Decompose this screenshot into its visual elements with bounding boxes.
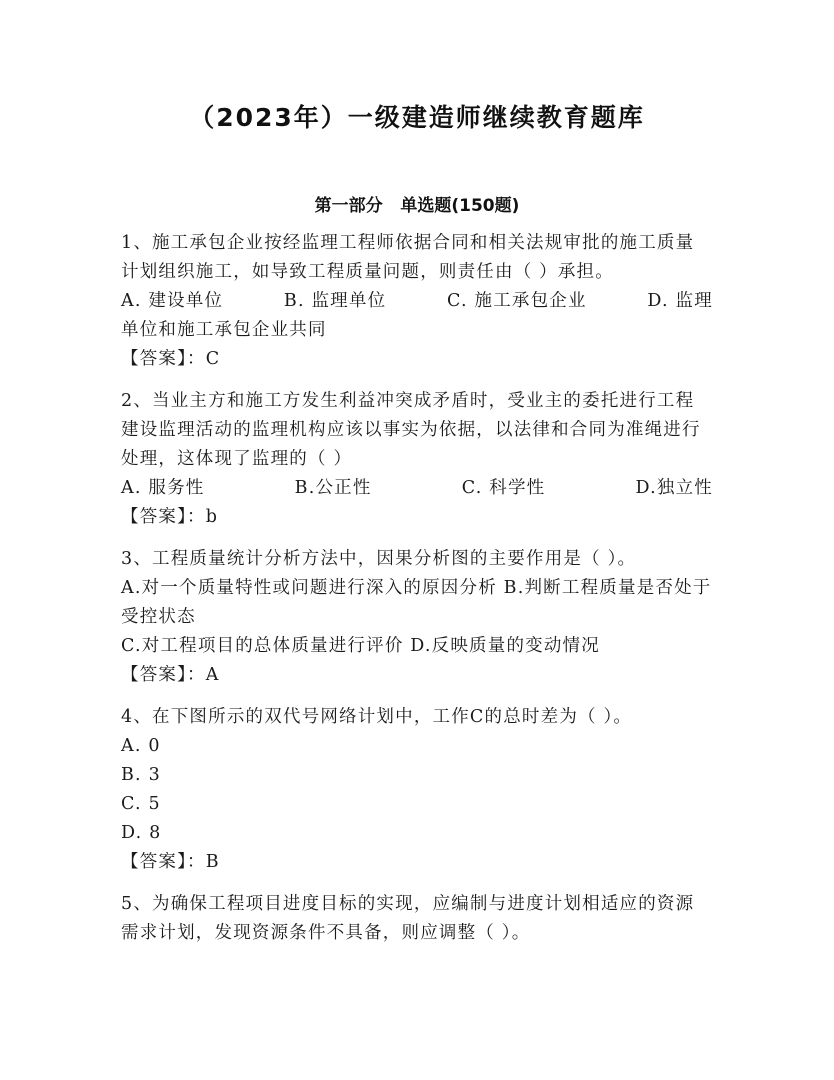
option-d: D. 监理 [647, 291, 713, 311]
answer-label: 【答案】： [121, 852, 206, 872]
option-d: D.独立性 [635, 478, 713, 498]
question-stem: 4、在下图所示的双代号网络计划中，工作C的总时差为（ ）。 [121, 707, 633, 727]
answer-line [121, 503, 713, 532]
document-title: （2023年）一级建造师继续教育题库 [189, 103, 645, 132]
option-c: C. 科学性 [461, 478, 546, 498]
options-row [121, 474, 713, 503]
answer-line [121, 345, 713, 374]
option-c: C. 5 [121, 794, 161, 814]
option-b: B. 3 [121, 765, 161, 785]
option-c: C. 施工承包企业 [447, 291, 587, 311]
question-stem: 5、为确保工程项目进度目标的实现，应编制与进度计划相适应的资源需求计划，发现资源条件不具备，则应调整（ ）。 [121, 894, 695, 943]
option-a: A. 服务性 [121, 478, 205, 498]
answer-value: B [205, 852, 220, 872]
option-a: A. 建设单位 [121, 291, 224, 311]
option-b: B.公正性 [294, 478, 372, 498]
answer-value: b [205, 507, 219, 527]
answer-value: A [205, 665, 220, 685]
question-4 [121, 703, 713, 877]
question-list [121, 229, 713, 961]
question-stem: 1、施工承包企业按经监理工程师依据合同和相关法规审批的施工质量计划组织施工，如导致工程质量问题，则责任由（ ）承担。 [121, 233, 695, 282]
option-b: B. 监理单位 [283, 291, 387, 311]
option-line-ab: A.对一个质量特性或问题进行深入的原因分析 B.判断工程质量是否处于受控状态 [121, 578, 712, 627]
answer-value: C [205, 349, 221, 369]
question-1 [121, 229, 713, 374]
answer-label: 【答案】： [121, 349, 206, 369]
option-d: D. 8 [121, 823, 162, 843]
options-row [121, 287, 713, 316]
answer-line [121, 661, 713, 690]
answer-label: 【答案】： [121, 507, 206, 527]
option-a: A. 0 [121, 736, 161, 756]
question-2 [121, 387, 713, 532]
answer-line [121, 848, 713, 877]
option-line-cd: C.对工程项目的总体质量进行评价 D.反映质量的变动情况 [121, 636, 600, 656]
question-5 [121, 890, 713, 948]
answer-label: 【答案】： [121, 665, 206, 685]
option-d-continued: 单位和施工承包企业共同 [121, 320, 327, 340]
section-title: 第一部分 单选题(150题) [314, 196, 520, 216]
question-stem: 3、工程质量统计分析方法中，因果分析图的主要作用是（ ）。 [121, 549, 637, 569]
question-stem: 2、当业主方和施工方发生利益冲突成矛盾时，受业主的委托进行工程建设监理活动的监理机构应该以事实为依据，以法律和合同为准绳进行处理，这体现了监理的（ ） [121, 391, 701, 469]
question-3 [121, 545, 713, 690]
